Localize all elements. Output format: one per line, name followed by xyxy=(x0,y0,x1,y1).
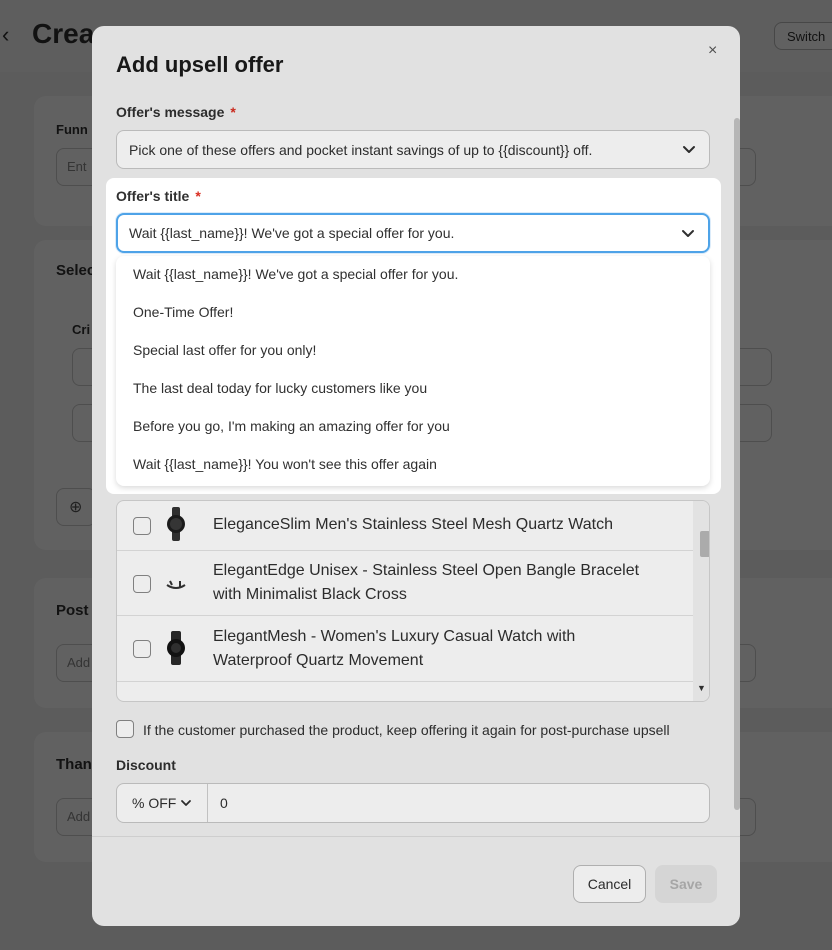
product-name-line2: Waterproof Quartz Movement xyxy=(213,652,424,669)
modal-title: Add upsell offer xyxy=(116,52,284,77)
discount-type-select[interactable]: % OFF xyxy=(117,784,208,822)
chevron-down-icon xyxy=(180,797,192,809)
keep-offering-label: If the customer purchased the product, keep offering it again for post-purchase upsell xyxy=(143,722,670,738)
close-icon[interactable]: × xyxy=(708,42,718,59)
scroll-down-arrow-icon[interactable]: ▼ xyxy=(697,683,706,693)
dropdown-option[interactable]: Wait {{last_name}}! We've got a special offer for you. xyxy=(133,266,459,282)
offer-message-value: Pick one of these offers and pocket instant savings of up to {{discount}} off. xyxy=(129,142,593,158)
modal-scrollbar[interactable] xyxy=(734,118,740,810)
required-mark: * xyxy=(230,104,236,120)
chevron-down-icon xyxy=(681,141,697,157)
product-row[interactable] xyxy=(117,501,693,551)
product-name: ElegantEdge Unisex - Stainless Steel Open Bangle Bracelet xyxy=(213,562,640,579)
list-scrollbar-thumb[interactable] xyxy=(700,531,710,557)
dropdown-option[interactable]: Before you go, I'm making an amazing offer for you xyxy=(133,418,450,434)
offer-title-select[interactable] xyxy=(116,213,710,253)
offer-title-field xyxy=(106,178,721,494)
discount-field xyxy=(116,783,710,823)
product-name-line2: with Minimalist Black Cross xyxy=(213,586,407,603)
dropdown-option[interactable]: The last deal today for lucky customers like you xyxy=(133,380,428,396)
product-name: ElegantMesh - Women's Luxury Casual Watch with xyxy=(213,628,576,645)
offer-title-value: Wait {{last_name}}! We've got a special offer for you. xyxy=(129,225,455,241)
chevron-down-icon xyxy=(680,225,696,241)
cancel-button[interactable]: Cancel xyxy=(573,865,646,903)
discount-label: Discount xyxy=(116,757,176,773)
modal-footer xyxy=(92,836,740,926)
product-row[interactable] xyxy=(117,551,693,616)
offer-title-dropdown-menu xyxy=(116,256,710,486)
discount-value-input[interactable]: 0 xyxy=(220,795,228,811)
keep-offering-checkbox[interactable] xyxy=(116,720,134,738)
watch-icon xyxy=(165,507,187,541)
bracelet-icon xyxy=(165,567,187,601)
watch-icon xyxy=(165,631,187,665)
product-checkbox[interactable] xyxy=(133,575,151,593)
product-checkbox[interactable] xyxy=(133,640,151,658)
product-checkbox[interactable] xyxy=(133,517,151,535)
offer-message-select[interactable] xyxy=(116,130,710,169)
dropdown-option[interactable]: Special last offer for you only! xyxy=(133,342,317,358)
dropdown-option[interactable]: Wait {{last_name}}! You won't see this offer again xyxy=(133,456,437,472)
product-name: EleganceSlim Men's Stainless Steel Mesh Quartz Watch xyxy=(213,516,613,533)
product-row[interactable] xyxy=(117,616,693,682)
product-list[interactable] xyxy=(116,500,710,702)
dropdown-option[interactable]: One-Time Offer! xyxy=(133,304,234,320)
offer-message-label: Offer's message * xyxy=(116,104,236,120)
save-button[interactable]: Save xyxy=(655,865,717,903)
offer-title-label: Offer's title * xyxy=(116,188,201,204)
required-mark: * xyxy=(195,188,201,204)
